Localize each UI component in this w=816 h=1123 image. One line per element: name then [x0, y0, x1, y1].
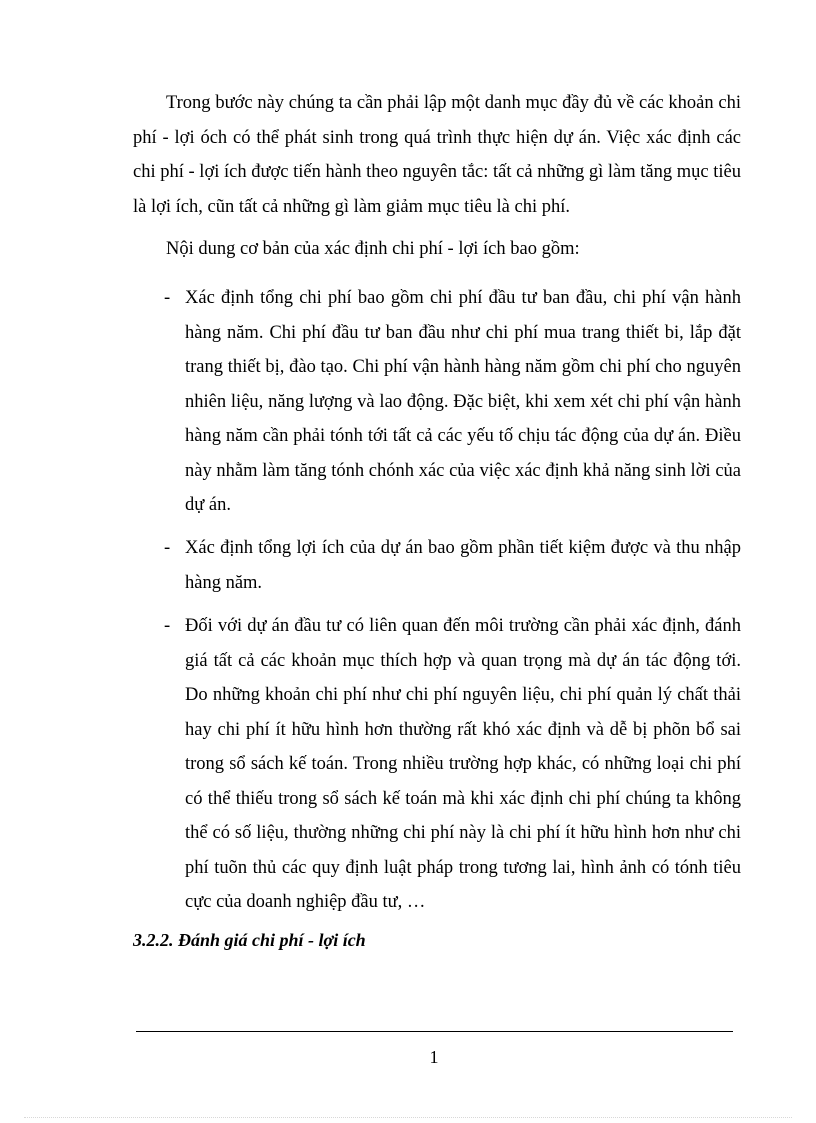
list-item-environment: [164, 609, 741, 920]
list-item-total-benefit: [164, 531, 741, 600]
page-number: 1: [429, 1047, 439, 1067]
paragraph-content-summary: Nội dung cơ bản của xác định chi phí - lợi ích bao gồm:: [166, 239, 580, 259]
bullet-dash: -: [164, 288, 171, 308]
page-bottom-border: [24, 1117, 792, 1118]
bullet-dash: -: [164, 538, 171, 558]
list-item-text: Đối với dự án đầu tư có liên quan đến môi trường cần phải xác định, đánh giá tất cả các khoản mục thích hợp và quan trọng mà dự án tác động tới. Do những khoản chi phí như chi phí nguyên liệu, chi phí quản lý chất thải hay chi phí ít hữu hình hơn thường rất khó xác định và dễ bị phõn bổ sai trong sổ sách kế toán. Trong nhiều trường hợp khác, có những loại chi phí có thể thiếu trong sổ sách kế toán mà khi xác định chi phí chúng ta không thể có số liệu, thường những chi phí này là chi phí ít hữu hình hơn như chi phí tuõn thủ các quy định luật pháp trong tương lai, hình ảnh có tónh tiêu cực của doanh nghiệp đầu tư, …: [185, 616, 741, 912]
bullet-dash: -: [164, 616, 171, 636]
footer-divider: [136, 1031, 733, 1032]
list-item-text: Xác định tổng lợi ích của dự án bao gồm phần tiết kiệm được và thu nhập hàng năm.: [185, 538, 741, 593]
list-item-total-cost: [164, 281, 741, 523]
section-heading: 3.2.2. Đánh giá chi phí - lợi ích: [133, 930, 366, 950]
paragraph-intro: Trong bước này chúng ta cần phải lập một danh mục đầy đủ về các khoản chi phí - lợi óch có thể phát sinh trong quá trình thực hiện dự án. Việc xác định các chi phí - lợi ích được tiến hành theo nguyên tắc: tất cả những gì làm tăng mục tiêu là lợi ích, cũn tất cả những gì làm giảm mục tiêu là chi phí.: [133, 93, 741, 217]
list-item-text: Xác định tổng chi phí bao gồm chi phí đầu tư ban đầu, chi phí vận hành hàng năm. Chi phí đầu tư ban đầu như chi phí mua trang thiết bi, lắp đặt trang thiết bị, đào tạo. Chi phí vận hành hàng năm gồm chi phí cho nguyên nhiên liệu, năng lượng và lao động. Đặc biệt, khi xem xét chi phí vận hành hàng năm cần phải tónh tới tất cả các yếu tố chịu tác động của dự án. Điều này nhằm làm tăng tónh chónh xác của việc xác định khả năng sinh lời của dự án.: [185, 288, 741, 515]
